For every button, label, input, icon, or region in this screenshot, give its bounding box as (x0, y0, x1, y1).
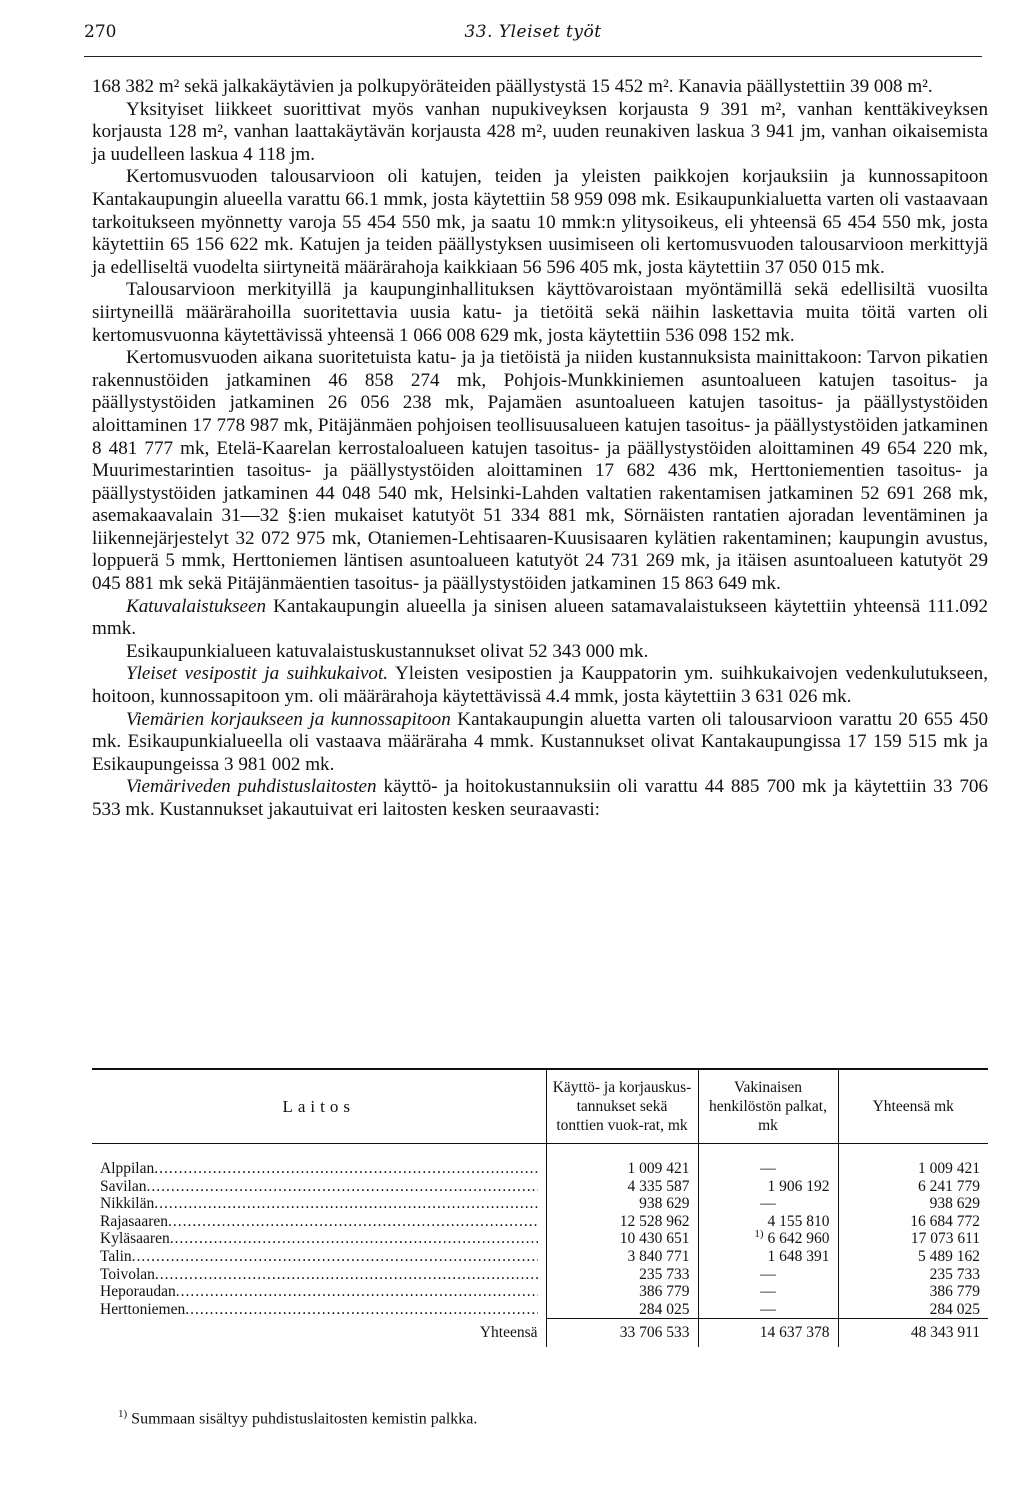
leader-dots (147, 1178, 538, 1196)
cell-yhteensa: 284 025 (838, 1301, 988, 1319)
total-palkat: 14 637 378 (698, 1319, 838, 1348)
cell-kaytto: 12 528 962 (546, 1213, 698, 1231)
footnote-text: Summaan sisältyy puhdistuslaitosten kemistin palkka. (131, 1410, 478, 1428)
table-row (92, 1283, 988, 1301)
row-name: Alppilan (100, 1160, 155, 1177)
paragraph-9-text: Kantakaupungin aluetta varten oli talousarvioon varattu 20 655 450 mk. Esikaupunkialueella oli vastaava määräraha 4 mmk. Kustannukset olivat Kantakaupungissa 17 159 515 mk ja Esikaupungeissa 3 981 002 mk. (92, 708, 988, 775)
row-name: Nikkilän (100, 1195, 155, 1213)
cell-kaytto: 1 009 421 (546, 1144, 698, 1178)
total-yhteensa: 48 343 911 (838, 1319, 988, 1348)
leader-dots (170, 1230, 538, 1248)
table-row (92, 1195, 988, 1213)
cell-yhteensa: 938 629 (838, 1195, 988, 1213)
cell-kaytto: 386 779 (546, 1283, 698, 1301)
leader-dots (168, 1213, 538, 1231)
cell-kaytto: 235 733 (546, 1266, 698, 1284)
row-name: Heporaudan (100, 1283, 176, 1301)
paragraph-6 (92, 596, 988, 641)
cell-palkat: — (698, 1301, 838, 1319)
cell-kaytto: 4 335 587 (546, 1178, 698, 1196)
paragraph-5: Kertomusvuoden aikana suoritetuista katu- ja ja tietöistä ja niiden kustannuksista mainittakoon: Tarvon pikatien rakennustöiden jatkaminen 46 858 274 mk, Pohjois-Munkkiniemen asuntoalueen katujen tasoitus- ja päällystystöiden jatkaminen 26 056 238 mk, Pajamäen asuntoalueen katujen tasoitus- ja päällystystöiden aloittaminen 17 778 987 mk, Pitäjänmäen pohjoisen teollisuusalueen katujen tasoitus- ja päällystystöiden jatkaminen 8 481 777 mk, Etelä-Kaarelan kerrostaloalueen katujen tasoitus- ja päällystystöiden aloittaminen 49 654 220 mk, Muurimestarintien tasoitus- ja päällystystöiden aloittaminen 17 682 436 mk, Herttoniementien tasoitus- ja päällystystöiden jatkaminen 44 048 540 mk, Helsinki-Lahden valtatien rakentamisen jatkaminen 52 691 268 mk, asemakaavalain 31—32 §:ien mukaiset katutyöt 51 334 881 mk, Sörnäisten rantatien ajoradan leventäminen ja liikennejärjestelyt 32 072 975 mk, Otaniemen-Lehtisaaren-Kuusisaaren kylätien rakentaminen; kaupungin avustus, loppuerä 5 mmk, Herttoniemen läntisen asuntoalueen katutyöt 24 731 269 mk, ja itäisen asuntoalueen katutyöt 29 045 881 mk sekä Pitäjänmäentien tasoitus- ja päällystystöiden jatkaminen 15 863 649 mk. (92, 347, 988, 595)
cell-kaytto: 284 025 (546, 1301, 698, 1319)
total-label: Yhteensä (479, 1324, 538, 1342)
row-name: Toivolan (100, 1265, 155, 1283)
table-row (92, 1266, 988, 1284)
cell-palkat: — (698, 1283, 838, 1301)
table-row (92, 1248, 988, 1266)
paragraph-6-text: Kantakaupungin alueella ja sinisen alueen satamavalaistukseen käytettiin yhteensä 111.092 mmk. (92, 595, 988, 640)
paragraph-9-italic: Viemärien korjaukseen ja kunnossapitoon (126, 708, 451, 730)
paragraph-2: Yksityiset liikkeet suorittivat myös vanhan nupukiveyksen korjausta 9 391 m², vanhan kenttäkiveyksen korjausta 128 m², vanhan laattakäytävän korjausta 428 m², uuden reunakiven laskua 3 941 jm, vanhan oikaisemista ja uudelleen laskua 4 118 jm. (92, 98, 988, 165)
leader-dots (185, 1301, 537, 1319)
page-header (84, 22, 982, 50)
cell-yhteensa: 386 779 (838, 1283, 988, 1301)
paragraph-7: Esikaupunkialueen katuvalaistuskustannukset olivat 52 343 000 mk. (126, 640, 649, 662)
cell-yhteensa: 6 241 779 (838, 1178, 988, 1196)
header-rule (84, 56, 982, 57)
row-name: Talin (100, 1247, 132, 1265)
leader-dots (155, 1266, 538, 1284)
table-total-row (92, 1319, 988, 1348)
body-text (92, 76, 988, 822)
cell-kaytto: 938 629 (546, 1195, 698, 1213)
cell-yhteensa: 17 073 611 (838, 1230, 988, 1248)
footnote-marker: 1) (754, 1228, 764, 1241)
cell-kaytto: 3 840 771 (546, 1248, 698, 1266)
table-header-row (92, 1069, 988, 1144)
header-yhteensa: Yhteensä mk (838, 1069, 988, 1144)
paragraph-8-text: Yleisten vesipostien ja Kauppatorin ym. suihkukaivojen vedenkulutukseen, hoitoon, kunnossapitoon ym. oli määrärahoja käytettävissä 4.4 mmk, josta käytettiin 3 631 026 mk. (92, 663, 988, 708)
table-row (92, 1178, 988, 1196)
total-kaytto: 33 706 533 (546, 1319, 698, 1348)
page-number: 270 (84, 22, 117, 42)
leader-dots (176, 1283, 538, 1301)
row-name: Savilan (100, 1177, 147, 1195)
header-kaytto: Käyttö- ja korjauskus-tannukset sekä tonttien vuok-rat, mk (546, 1069, 698, 1144)
cell-palkat (698, 1230, 838, 1248)
cell-palkat: 1 906 192 (698, 1178, 838, 1196)
cell-kaytto: 10 430 651 (546, 1230, 698, 1248)
paragraph-1: 168 382 m² sekä jalkakäytävien ja polkupyöräteiden päällystystä 15 452 m². Kanavia päällystettiin 39 008 m². (92, 76, 933, 97)
leader-dots (132, 1248, 538, 1266)
header-palkat: Vakinaisen henkilöstön palkat, mk (698, 1069, 838, 1144)
row-name: Rajasaaren (100, 1212, 168, 1230)
cell-palkat: 1 648 391 (698, 1248, 838, 1266)
paragraph-6-italic: Katuvalaistukseen (126, 595, 266, 617)
running-title: 33. Yleiset työt (464, 22, 602, 42)
footnote (118, 1408, 477, 1428)
header-laitos: Laitos (92, 1069, 546, 1144)
paragraph-10-italic: Viemäriveden puhdistuslaitosten (126, 776, 377, 798)
table-row (92, 1213, 988, 1231)
paragraph-8-italic: Yleiset vesipostit ja suihkukaivot. (126, 663, 389, 685)
leader-dots (154, 1195, 537, 1213)
cell-palkat: — (698, 1144, 838, 1178)
footnote-marker: 1) (118, 1408, 128, 1420)
cell-palkat-value: 6 642 960 (767, 1230, 830, 1248)
costs-table (92, 1068, 988, 1347)
paragraph-8 (92, 663, 988, 708)
row-name: Herttoniemen (100, 1301, 186, 1318)
paragraph-10-text: käyttö- ja hoitokustannuksiin oli varattu 44 885 700 mk ja käytettiin 33 706 533 mk. Kustannukset jakautuivat eri laitosten kesken seuraavasti: (92, 776, 988, 820)
paragraph-4: Talousarvioon merkityillä ja kaupunginhallituksen käyttövaroistaan myöntämillä sekä edellisiltä vuosilta siirtyneillä määrärahoilla suoritettavia uusia katu- ja tietöitä sekä näihin laskettavia muita töitä varten oli kertomusvuonna käytettävissä yhteensä 1 066 008 629 mk, josta käytettiin 536 098 152 mk. (92, 279, 988, 346)
costs-table-wrapper (92, 1068, 988, 1347)
cell-palkat: — (698, 1195, 838, 1213)
paragraph-9 (92, 709, 988, 777)
paragraph-10 (92, 776, 988, 821)
cell-yhteensa: 1 009 421 (838, 1144, 988, 1178)
cell-palkat: 4 155 810 (698, 1213, 838, 1231)
cell-yhteensa: 235 733 (838, 1266, 988, 1284)
table-row (92, 1230, 988, 1248)
paragraph-3: Kertomusvuoden talousarvioon oli katujen, teiden ja yleisten paikkojen korjauksiin ja kunnossapitoon Kantakaupungin alueella varattu 66.1 mmk, josta käytettiin 58 959 098 mk. Esikaupunkialuetta varten oli vastaavaan tarkoitukseen myönnetty varoja 55 454 550 mk, ja saatu 10 mmk:n ylitysoikeus, eli yhteensä 65 454 550 mk, josta käytettiin 65 156 622 mk. Katujen ja teiden päällystyksen uusimiseen oli kertomusvuoden talousarvioon merkittyjä ja edelliseltä vuodelta siirtyneitä määrärahoja kaikkiaan 56 596 405 mk, josta käytettiin 37 050 015 mk. (92, 166, 988, 278)
row-name: Kyläsaaren (100, 1230, 170, 1248)
leader-dots (154, 1160, 537, 1178)
table-row (92, 1144, 988, 1178)
cell-palkat: — (698, 1266, 838, 1284)
cell-yhteensa: 5 489 162 (838, 1248, 988, 1266)
table-row (92, 1301, 988, 1319)
cell-yhteensa: 16 684 772 (838, 1213, 988, 1231)
